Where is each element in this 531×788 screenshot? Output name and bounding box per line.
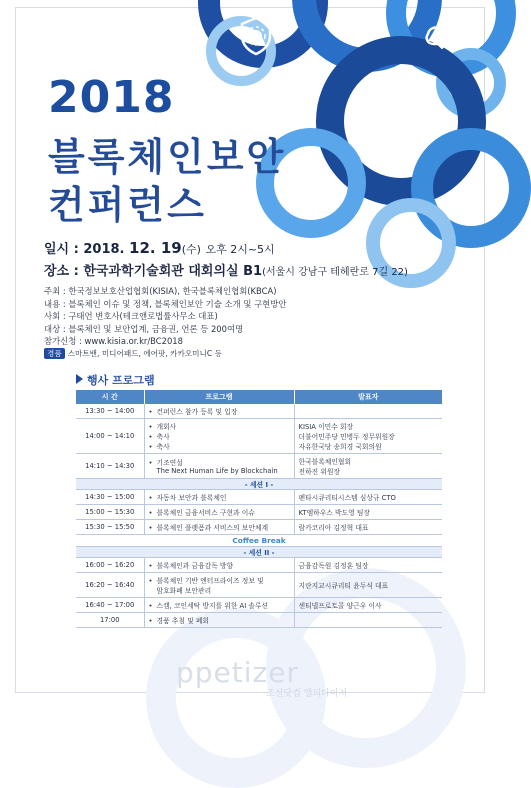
table-row <box>76 520 442 535</box>
table-row <box>76 573 442 598</box>
speaker: 금융감독원 김정훈 팀장 <box>298 562 369 570</box>
title-main: 블록체인보안 <box>48 135 287 179</box>
program-item-subtitle: The Next Human Life by Blockchain <box>156 467 278 475</box>
watermark-logo: ppetizer <box>176 656 299 689</box>
place-label: 장소 : <box>44 264 79 279</box>
program-item: • 블록체인 금융서비스 구현과 이슈 <box>149 507 290 517</box>
program-table <box>76 390 442 628</box>
place-address: (서울시 강남구 테헤란로 7길 22) <box>262 267 408 278</box>
program-item: • 컨퍼런스 참가 등록 및 입장 <box>149 406 290 416</box>
row-time: 14:10 ~ 14:30 <box>76 454 144 479</box>
detail-registration[interactable]: 참가신청 : www.kisia.or.kr/BC2018 <box>44 336 183 347</box>
row-time: 15:30 ~ 15:50 <box>76 520 144 535</box>
speaker: 한국블록체인협회 <box>298 458 352 466</box>
speaker: 지란지교시큐리티 윤두식 대표 <box>298 582 389 590</box>
row-time: 13:30 ~ 14:00 <box>76 404 144 419</box>
table-row <box>76 613 442 628</box>
title-year: 2018 <box>48 72 175 123</box>
title-sub: 컨퍼런스 <box>48 183 207 227</box>
speaker: 더불어민주당 민병두 정무위원장 <box>298 433 395 441</box>
event-place <box>44 260 408 279</box>
cloud-sync-icon <box>421 12 471 56</box>
date-label: 일시 : 2018. <box>44 242 125 257</box>
detail-moderator: 사회 : 구태언 변호사(테크앤로법률사무소 대표) <box>44 311 218 322</box>
program-item-continued: 암호화폐 보안관리 <box>156 587 212 595</box>
table-row <box>76 454 442 479</box>
program-item: • 기조연설 <box>149 457 290 467</box>
program-heading: 행사 프로그램 <box>76 372 155 388</box>
speaker: 센티넬프로토콜 양근우 이사 <box>298 602 382 610</box>
speaker: 전하진 위원장 <box>298 468 341 476</box>
session-divider: - 세션 I - <box>76 479 442 490</box>
poster <box>16 8 484 699</box>
event-date <box>44 238 275 257</box>
row-time: 16:00 ~ 16:20 <box>76 558 144 573</box>
prize-text: 스마트밴, 미디어패드, 에어팟, 카카오미니C 등 <box>67 349 222 358</box>
lock-icon <box>371 106 411 150</box>
speaker: KISIA 이민수 회장 <box>298 423 354 431</box>
row-time: 16:40 ~ 17:00 <box>76 598 144 613</box>
row-time: 17:00 <box>76 613 144 628</box>
shield-gear-icon <box>236 14 276 58</box>
session-divider: - 세션 II - <box>76 547 442 558</box>
detail-audience: 대상 : 블록체인 및 보안업계, 금융권, 언론 등 200여명 <box>44 323 244 334</box>
row-time: 15:00 ~ 15:30 <box>76 505 144 520</box>
prize-tag: 경품 <box>44 348 65 359</box>
speaker: KT엠하우스 박도영 팀장 <box>298 509 370 517</box>
column-header-program: 프로그램 <box>144 390 294 404</box>
coffee-break: Coffee Break <box>76 535 442 547</box>
row-time: 14:00 ~ 14:10 <box>76 419 144 454</box>
table-row <box>76 505 442 520</box>
arrow-right-icon <box>76 374 83 384</box>
program-item: • 개회사 <box>149 421 290 431</box>
row-time: 16:20 ~ 16:40 <box>76 573 144 598</box>
column-header-speaker: 발표자 <box>294 390 442 404</box>
table-row <box>76 404 442 419</box>
table-row <box>76 419 442 454</box>
speaker: 펜타시큐리티시스템 심상규 CTO <box>298 494 396 502</box>
prizes <box>44 348 222 359</box>
watermark-caption: 조선닷컴 앱피타이저 <box>266 689 348 699</box>
speaker: 자유한국당 송희경 국회의원 <box>298 443 382 451</box>
date-weekday: (수) <box>181 243 201 256</box>
table-row <box>76 558 442 573</box>
detail-host: 주최 : 한국정보보호산업협회(KISIA), 한국블록체인협회(KBCA) <box>44 286 277 296</box>
event-details <box>44 285 286 348</box>
program-item: • 자동차 보안과 블록체인 <box>149 492 290 502</box>
date-value: 12. 19 <box>129 239 182 257</box>
place-value: 한국과학기술회관 대회의실 B1 <box>83 264 263 279</box>
program-item: • 블록체인 기반 엔터프라이즈 정보 및 <box>149 575 290 585</box>
program-item: • 블록체인과 금융감독 방향 <box>149 560 290 570</box>
program-item: • 축사 <box>149 431 290 441</box>
table-row <box>76 490 442 505</box>
program-item: • 블록체인 플랫폼과 서비스의 보안체계 <box>149 522 290 532</box>
program-item: • 축사 <box>149 441 290 451</box>
date-time: 오후 2시~5시 <box>205 243 275 256</box>
column-header-time: 시 간 <box>76 390 144 404</box>
program-item: • 스캠, 코인세탁 방지를 위한 AI 솔루션 <box>149 600 290 610</box>
program-item: • 경품 추첨 및 폐회 <box>149 615 290 625</box>
table-row <box>76 598 442 613</box>
speaker: 람카코리아 김정혁 대표 <box>298 524 369 532</box>
detail-content: 내용 : 블록체인 이슈 및 정책, 블록체인보안 기술 소개 및 구현방안 <box>44 298 287 309</box>
row-time: 14:30 ~ 15:00 <box>76 490 144 505</box>
